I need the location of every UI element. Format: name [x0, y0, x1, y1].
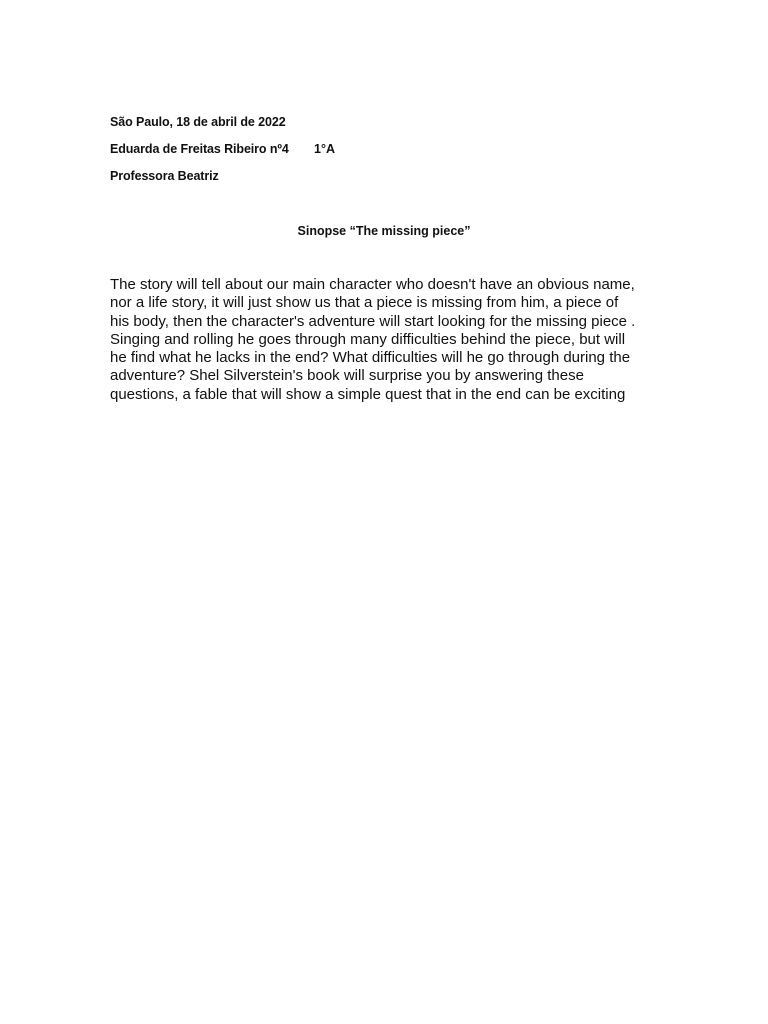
class-label: 1°A [314, 142, 335, 156]
synopsis-paragraph [110, 276, 670, 404]
paragraph-line: The story will tell about our main character who doesn't have an obvious name, [110, 276, 635, 293]
paragraph-line: Singing and rolling he goes through many difficulties behind the piece, but will [110, 330, 626, 348]
paragraph-line: adventure? Shel Silverstein's book will surprise you by answering these [110, 367, 584, 385]
paragraph-line: he find what he lacks in the end? What difficulties will he go through during the [110, 349, 631, 367]
paragraph-line: his body, then the character's adventure will start looking for the missing piece . [110, 312, 636, 330]
paragraph-line: questions, a fable that will show a simple quest that in the end can be exciting [110, 385, 626, 403]
document-title: Sinopse “The missing piece” [297, 224, 471, 238]
date-line: São Paulo, 18 de abril de 2022 [110, 115, 286, 129]
teacher-name: Professora Beatriz [110, 169, 219, 183]
paragraph-line: nor a life story, it will just show us that a piece is missing from him, a piece of [110, 294, 619, 312]
student-name: Eduarda de Freitas Ribeiro nº4 [110, 142, 289, 156]
